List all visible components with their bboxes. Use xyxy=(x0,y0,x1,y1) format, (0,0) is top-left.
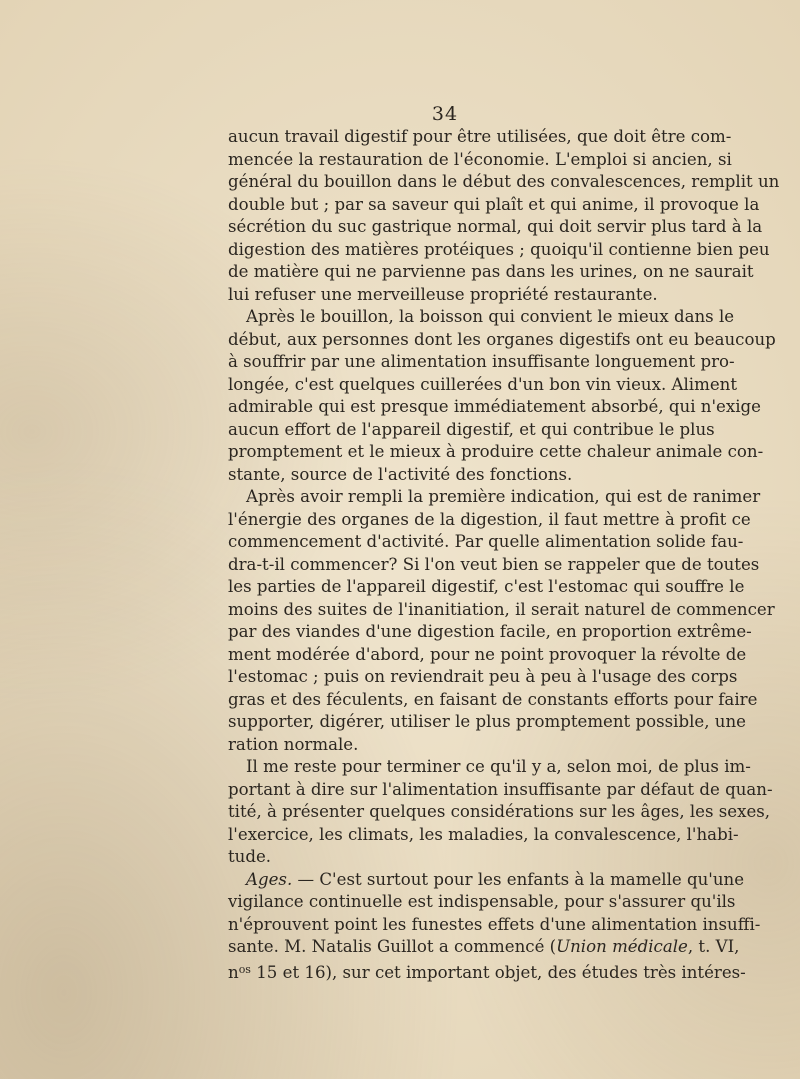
text-line: de matière qui ne parvienne pas dans les urines, on ne saurait xyxy=(228,262,754,281)
text-line: Après avoir rempli la première indication, qui est de ranimer xyxy=(246,487,761,506)
text-fragment: n xyxy=(228,962,239,982)
text-line: début, aux personnes dont les organes digestifs ont eu beaucoup xyxy=(228,329,776,349)
superscript: os xyxy=(238,962,251,976)
text-line: général du bouillon dans le début des convalescences, remplit un xyxy=(228,172,780,191)
text-line: moins des suites de l'inanitiation, il serait naturel de commencer xyxy=(228,599,775,619)
text-fragment: , t. VI, xyxy=(687,937,740,956)
text-line: tité, à présenter quelques considérations sur les âges, les sexes, xyxy=(228,802,771,821)
text-line: admirable qui est presque immédiatement absorbé, qui n'exige xyxy=(228,397,761,416)
journal-title: Union médicale xyxy=(556,937,688,956)
text-line: longée, c'est quelques cuillerées d'un bon vin vieux. Aliment xyxy=(228,374,738,394)
text-line: commencement d'activité. Par quelle alimentation solide fau- xyxy=(228,532,744,551)
text-line: portant à dire sur l'alimentation insuffisante par défaut de quan- xyxy=(228,779,773,799)
text-line: Après le bouillon, la boisson qui convient le mieux dans le xyxy=(246,307,735,326)
text-line: stante, source de l'activité des fonctions. xyxy=(228,464,573,484)
text-line: ment modérée d'abord, pour ne point provoquer la révolte de xyxy=(228,644,747,664)
text-line xyxy=(228,869,745,892)
text-line: aucun effort de l'appareil digestif, et qui contribue le plus xyxy=(228,419,715,439)
text-fragment: — C'est surtout pour les enfants à la mamelle qu'une xyxy=(292,869,745,889)
section-heading-ages: Ages. xyxy=(246,869,293,889)
text-line: sécrétion du suc gastrique normal, qui doit servir plus tard à la xyxy=(228,217,763,236)
text-line: les parties de l'appareil digestif, c'est l'estomac qui souffre le xyxy=(228,577,745,596)
text-fragment: sante. M. Natalis Guillot a commencé ( xyxy=(228,937,557,956)
text-line: double but ; par sa saveur qui plaît et qui anime, il provoque la xyxy=(228,194,760,214)
text-line: supporter, digérer, utiliser le plus promptement possible, une xyxy=(228,712,746,731)
text-line: promptement et le mieux à produire cette chaleur animale con- xyxy=(228,442,764,461)
text-line: n'éprouvent point les funestes effets d'une alimentation insuffi- xyxy=(228,914,761,934)
text-line: à souffrir par une alimentation insuffisante longuement pro- xyxy=(228,352,735,371)
text-line: digestion des matières protéiques ; quoiqu'il contienne bien peu xyxy=(228,239,770,259)
text-line: l'exercice, les climats, les maladies, la convalescence, l'habi- xyxy=(228,824,739,844)
text-line xyxy=(228,959,746,982)
text-fragment: 15 et 16), sur cet important objet, des études très intéres- xyxy=(250,962,746,982)
text-line: ration normale. xyxy=(228,734,359,754)
page-number: 34 xyxy=(431,103,459,125)
text-line: l'estomac ; puis on reviendrait peu à peu à l'usage des corps xyxy=(228,667,738,686)
text-line xyxy=(228,936,740,959)
text-line: vigilance continuelle est indispensable, pour s'assurer qu'ils xyxy=(228,892,736,911)
text-line: par des viandes d'une digestion facile, en proportion extrême- xyxy=(228,622,752,641)
text-line: aucun travail digestif pour être utilisées, que doit être com- xyxy=(228,127,732,146)
text-line: gras et des féculents, en faisant de constants efforts pour faire xyxy=(228,689,758,709)
body-text xyxy=(228,126,780,982)
text-line: Il me reste pour terminer ce qu'il y a, selon moi, de plus im- xyxy=(246,757,751,776)
text-line: tude. xyxy=(228,847,272,866)
text-line: lui refuser une merveilleuse propriété restaurante. xyxy=(228,284,658,304)
text-line: mencée la restauration de l'économie. L'emploi si ancien, si xyxy=(228,149,732,169)
text-line: l'énergie des organes de la digestion, il faut mettre à profit ce xyxy=(228,509,751,529)
text-line: dra-t-il commencer? Si l'on veut bien se rappeler que de toutes xyxy=(228,554,760,574)
